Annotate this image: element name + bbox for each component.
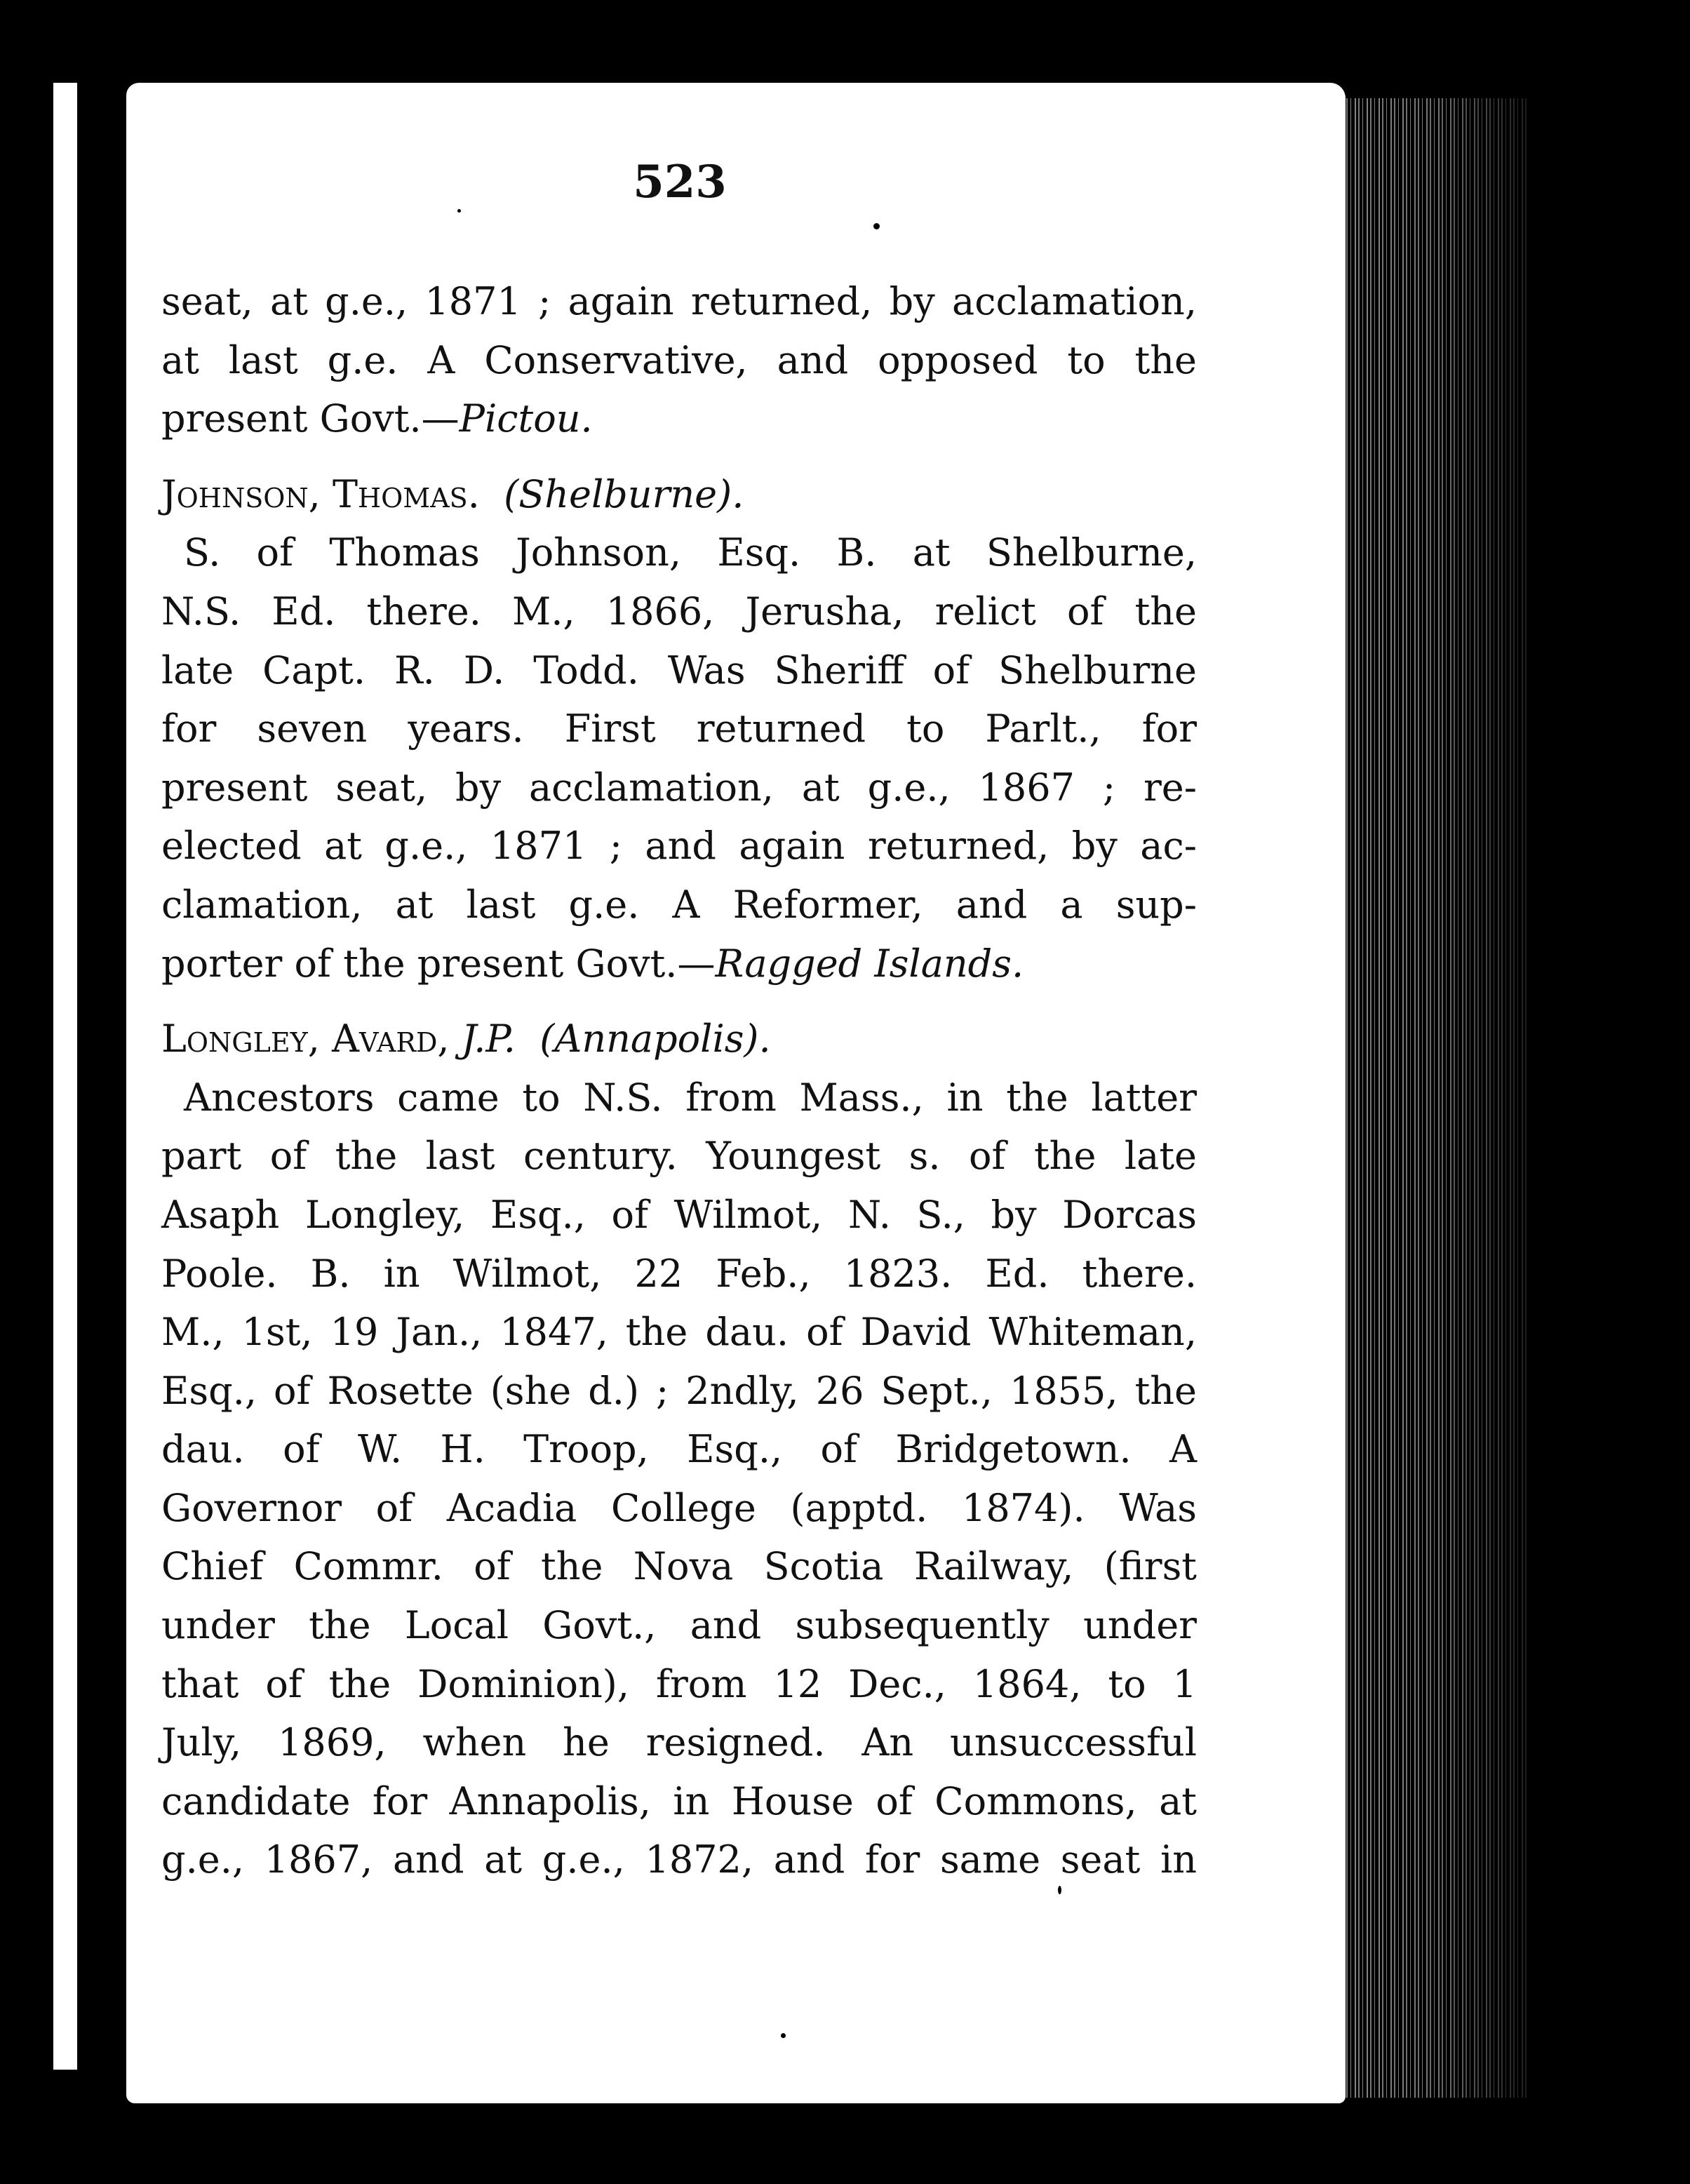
scan-speck — [781, 2033, 786, 2038]
text-line: Ancestors came to N.S. from Mass., in the latter — [184, 1075, 1197, 1120]
text-line — [161, 389, 1197, 448]
text-line: M., 1st, 19 Jan., 1847, the dau. of David Whiteman, — [161, 1310, 1197, 1355]
entry-constituency: (Annapolis). — [539, 1017, 771, 1061]
text-line: Esq., of Rosette (she d.) ; 2ndly, 26 Sept., 1855, the — [161, 1368, 1197, 1413]
text-line: July, 1869, when he resigned. An unsuccessful — [161, 1720, 1197, 1765]
entry-heading-longley: Longley, Avard, J.P. (Annapolis). — [161, 1017, 771, 1061]
text-line: N.S. Ed. there. M., 1866, Jerusha, relict of the — [161, 589, 1197, 634]
place-name: Pictou. — [459, 396, 593, 441]
text-line: present seat, by acclamation, at g.e., 1867 ; re- — [161, 765, 1197, 810]
line-text: porter of the present Govt.— — [161, 941, 716, 986]
text-line: under the Local Govt., and subsequently under — [161, 1603, 1197, 1648]
entry-given-name: Avard, — [332, 1017, 450, 1061]
text-line: elected at g.e., 1871 ; and again returned, by ac- — [161, 824, 1197, 869]
text-line: dau. of W. H. Troop, Esq., of Bridgetown. A — [161, 1427, 1197, 1472]
text-line: for seven years. First returned to Parlt., for — [161, 706, 1197, 751]
page-body — [161, 272, 1197, 1889]
text-line: at last g.e. A Conservative, and opposed to the — [161, 337, 1197, 382]
scan-left-strip — [53, 83, 77, 2070]
scan-speck — [457, 209, 461, 213]
entry-title: J.P. — [461, 1017, 516, 1061]
scan-speck — [873, 223, 880, 229]
text-line: Asaph Longley, Esq., of Wilmot, N. S., by Dorcas — [161, 1192, 1197, 1237]
book-page-edges — [1319, 98, 1529, 2098]
text-line: Governor of Acadia College (apptd. 1874). Was — [161, 1485, 1197, 1530]
text-line: late Capt. R. D. Todd. Was Sheriff of Shelburne — [161, 648, 1197, 692]
text-line: S. of Thomas Johnson, Esq. B. at Shelburne, — [184, 530, 1197, 575]
text-line: Poole. B. in Wilmot, 22 Feb., 1823. Ed. there. — [161, 1251, 1197, 1296]
line-text: present Govt.— — [161, 396, 460, 441]
page-number: 523 — [633, 156, 727, 208]
entry-surname: Johnson — [161, 471, 309, 516]
text-line — [161, 934, 1197, 993]
text-line: clamation, at last g.e. A Reformer, and a sup- — [161, 882, 1197, 927]
entry-given-name: Thomas. — [332, 471, 480, 516]
text-line: seat, at g.e., 1871 ; again returned, by acclamation, — [161, 279, 1197, 323]
entry-heading-johnson: Johnson, Thomas. (Shelburne). — [161, 471, 744, 516]
place-name: Ragged Islands. — [715, 941, 1024, 986]
text-line: Chief Commr. of the Nova Scotia Railway, (first — [161, 1544, 1197, 1589]
text-line: that of the Dominion), from 12 Dec., 1864, to 1 — [161, 1661, 1197, 1706]
text-line: candidate for Annapolis, in House of Commons, at — [161, 1778, 1197, 1823]
entry-surname: Longley — [161, 1017, 308, 1061]
text-line: g.e., 1867, and at g.e., 1872, and for same seat in — [161, 1837, 1197, 1882]
text-line: part of the last century. Youngest s. of the late — [161, 1134, 1197, 1179]
scan-speck — [1058, 1886, 1061, 1894]
entry-constituency: (Shelburne). — [504, 471, 744, 516]
